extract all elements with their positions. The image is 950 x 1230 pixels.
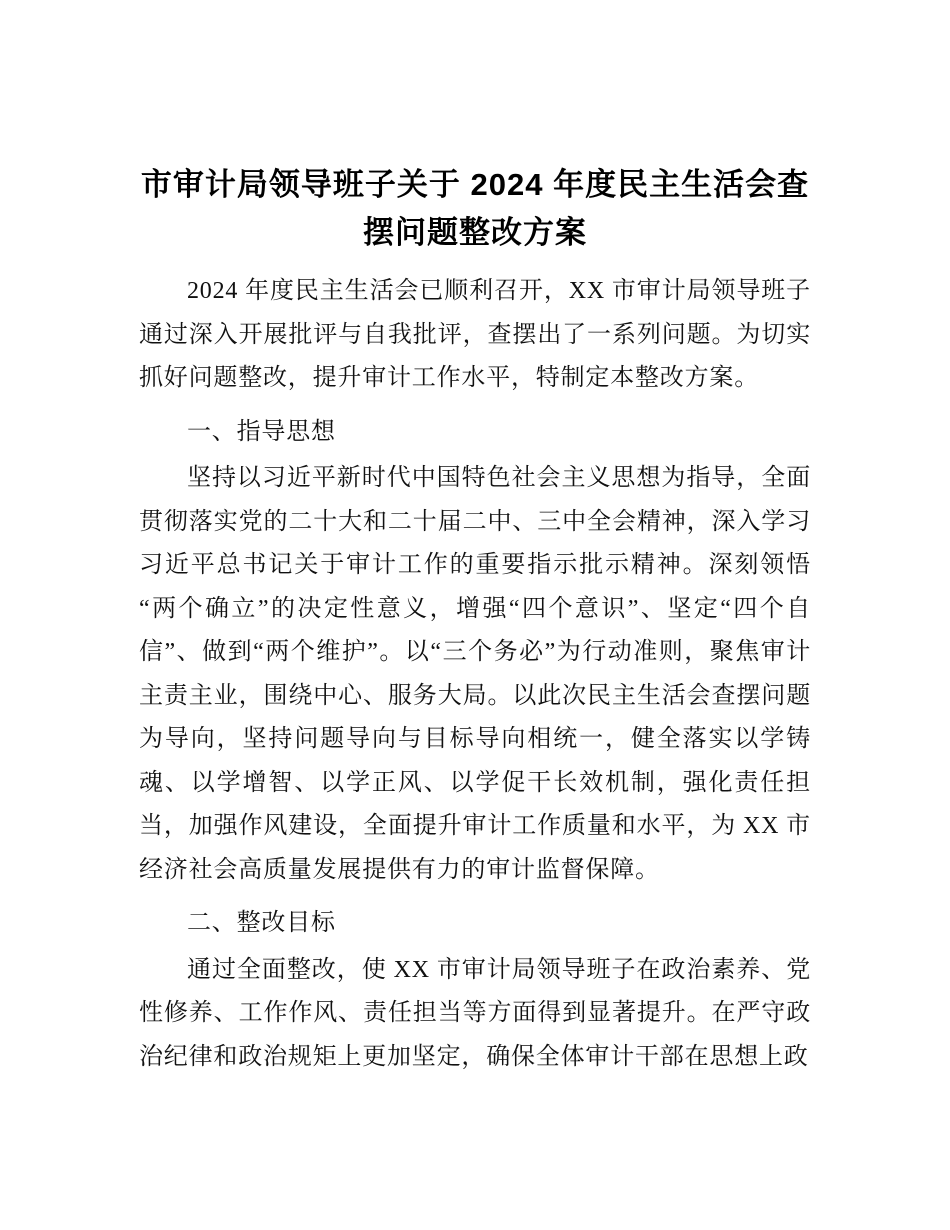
document-title: 市审计局领导班子关于 2024 年度民主生活会查摆问题整改方案: [140, 167, 810, 250]
document-body: [139, 270, 811, 1079]
paragraph: 2024 年度民主生活会已顺利召开，XX 市审计局领导班子通过深入开展批评与自我批评，查摆出了一系列问题。为切实抓好问题整改，提升审计工作水平，特制定本整改方案。: [139, 278, 811, 391]
paragraph: 坚持以习近平新时代中国特色社会主义思想为指导，全面贯彻落实党的二十大和二十届二中、三中全会精神，深入学习习近平总书记关于审计工作的重要指示批示精神。深刻领悟“两个确立”的决定性意义，增强“四个意识”、坚定“四个自信”、做到“两个维护”。以“三个务必”为行动准则，聚焦审计主责主业，围绕中心、服务大局。以此次民主生活会查摆问题为导向，坚持问题导向与目标导向相统一，健全落实以学铸魂、以学增智、以学正风、以学促干长效机制，强化责任担当，加强作风建设，全面提升审计工作质量和水平，为 XX 市经济社会高质量发展提供有力的审计监督保障。: [139, 465, 811, 883]
paragraph: 通过全面整改，使 XX 市审计局领导班子在政治素养、党性修养、工作作风、责任担当等方面得到显著提升。在严守政治纪律和政治规矩上更加坚定，确保全体审计干部在思想上政: [139, 956, 811, 1070]
section-heading: 二、整改目标: [187, 910, 336, 936]
section-heading: 一、指导思想: [187, 418, 336, 445]
